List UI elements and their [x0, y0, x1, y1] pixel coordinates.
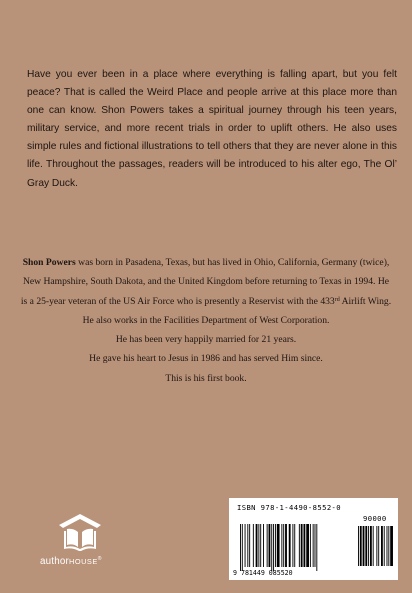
author-name: Shon Powers: [22, 257, 76, 268]
house-book-icon: [57, 512, 103, 554]
bio-line-5: This is his first book.: [165, 372, 247, 384]
ordinal-superscript: rd: [334, 296, 340, 303]
bio-line-4: He gave his heart to Jesus in 1986 and has served Him since.: [89, 353, 323, 365]
cover-blurb: Have you ever been in a place where everything is falling apart, but you felt peace? That is called the Weird Place and people arrive at this place more than one can know. Shon Powers takes a spiritual journey through his teen years, military service, and more recent trials in order to uplift others. He also uses simple rules and fictional illustrations to tell others that they are never alone in this life. Throughout the passages, readers will be introduced to his alter ego, The Ol’ Gray Duck.: [27, 69, 397, 189]
publisher-logo: [40, 512, 120, 572]
publisher-name: authorHOUSE®: [40, 556, 102, 567]
price-code: 90000: [363, 514, 387, 523]
bio-line-3: He has been very happily married for 21 years.: [115, 334, 297, 346]
bio-line-1-end: Airlift Wing.: [339, 295, 392, 307]
bio-line-1: was born in Pasadena, Texas, but has lived in Ohio, California, Germany (twice), New Hampshire, South Dakota, and the United Kingdom before returning to Texas in 1994. He is a 25-year veteran of the US Air Force who is presently a Reservist with the 433: [20, 257, 390, 307]
isbn-barcode: [229, 498, 398, 580]
isbn-number: ISBN 978-1-4490-8552-0: [237, 503, 341, 512]
bio-paragraph-1: [20, 253, 392, 311]
barcode-digits: 9 781449 085520: [233, 569, 293, 577]
author-bio: [20, 253, 392, 388]
bio-line-2: He also works in the Facilities Department of West Corporation.: [82, 314, 330, 326]
barcode-bars: [229, 498, 398, 580]
